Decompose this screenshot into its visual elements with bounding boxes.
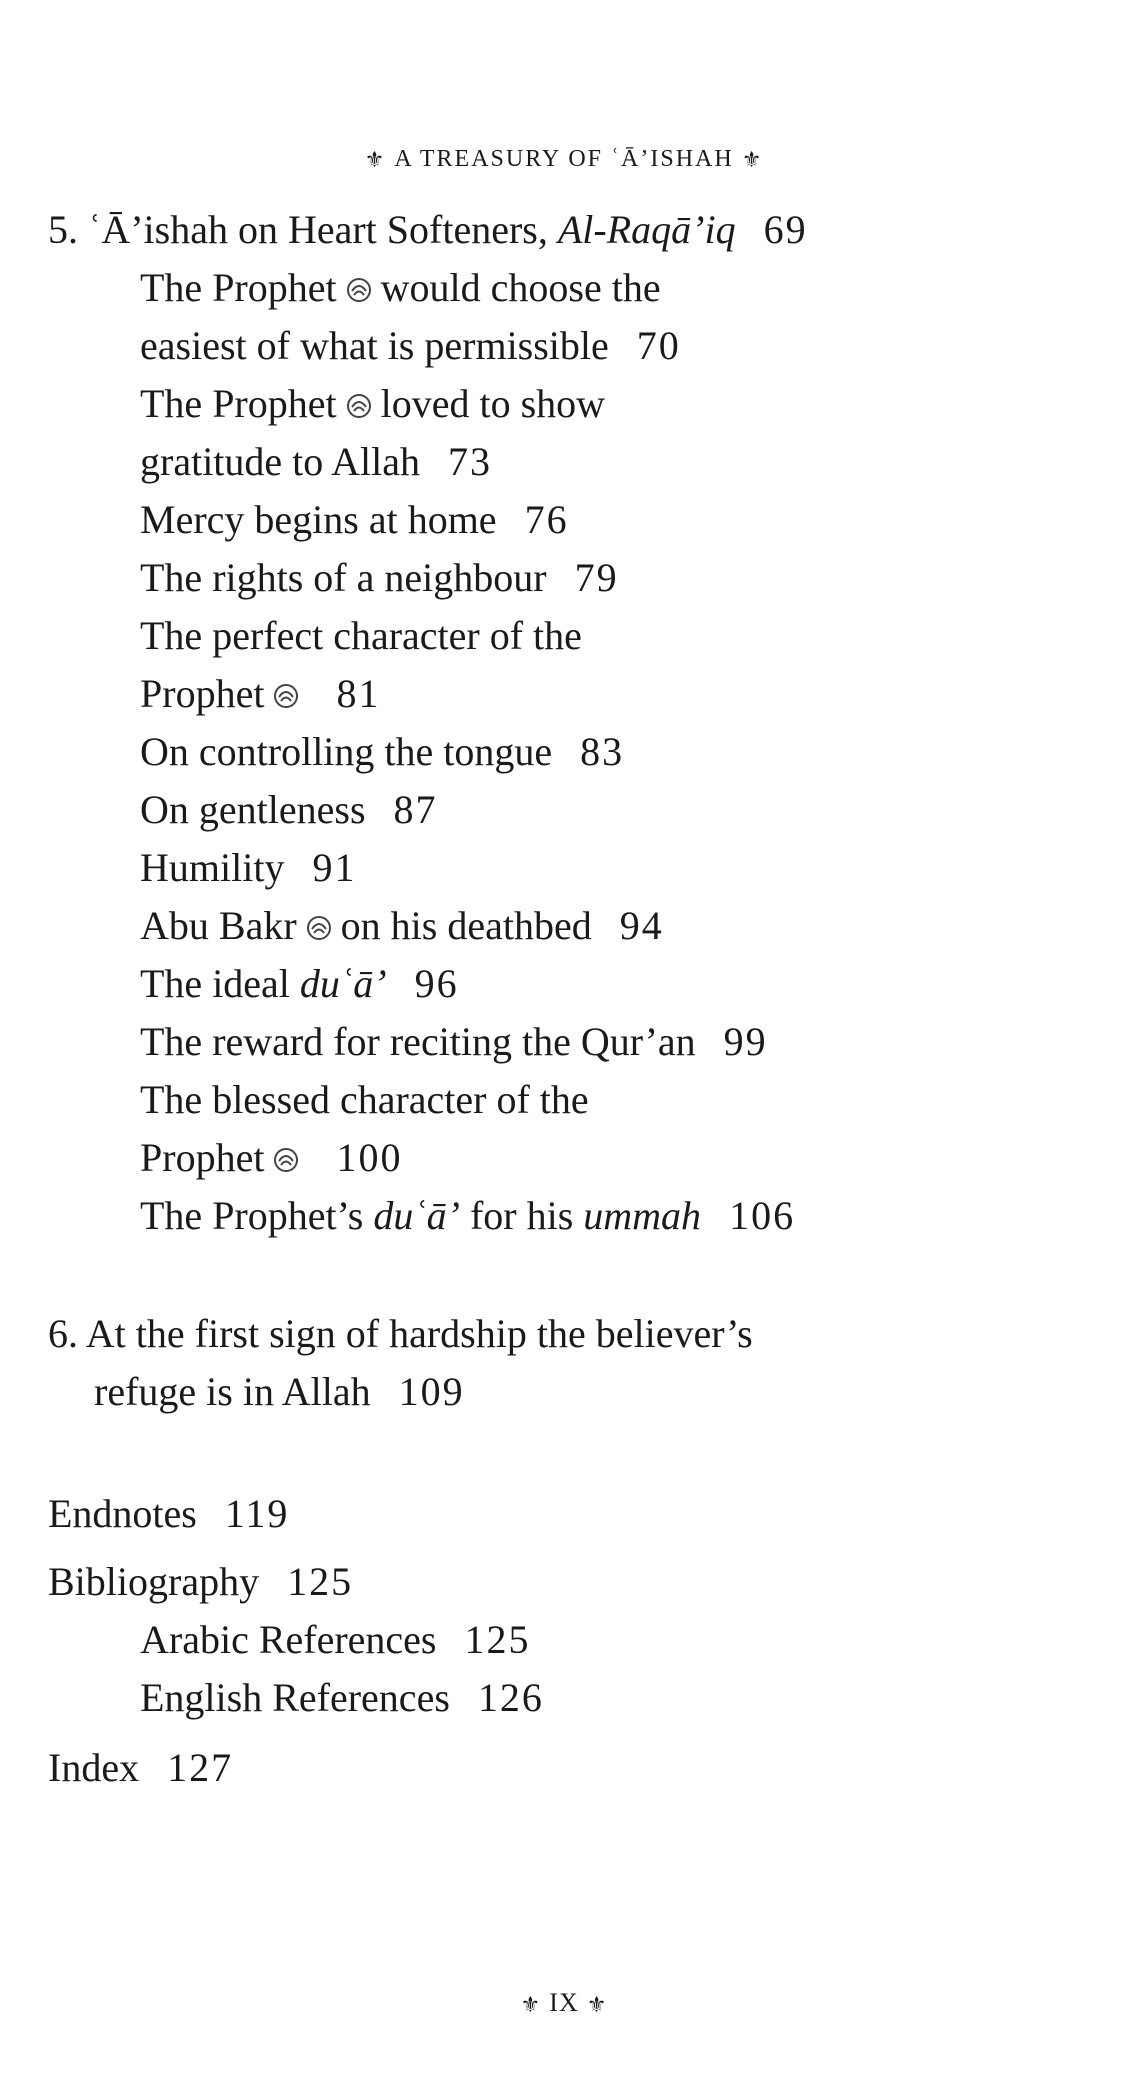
toc-entry-line: easiest of what is permissible 70 [140, 323, 681, 368]
ornament-left-icon: ⚜ [364, 147, 387, 173]
honorific-icon [272, 682, 300, 710]
running-head [0, 146, 1128, 173]
toc-entry-line: The Prophet would choose the [140, 265, 661, 310]
toc-entry-line: gratitude to Allah 73 [140, 439, 492, 484]
toc-arabic-references: Arabic References 125 [140, 1617, 531, 1662]
toc-english-references: English References 126 [140, 1675, 544, 1720]
toc-entry-line: Humility 91 [140, 845, 357, 890]
toc-entry-line: Mercy begins at home 76 [140, 497, 569, 542]
toc-bibliography: Bibliography 125 [48, 1559, 354, 1604]
honorific-icon [345, 392, 373, 420]
toc-entry-line: The reward for reciting the Qur’an 99 [140, 1019, 768, 1064]
honorific-icon [345, 276, 373, 304]
toc-entry-line: On controlling the tongue 83 [140, 729, 625, 774]
chapter-6-heading: 6. At the first sign of hardship the believer’s [48, 1311, 753, 1356]
toc-index: Index 127 [48, 1745, 234, 1790]
page-folio [0, 1988, 1128, 2018]
chapter-5-number: 5. [48, 207, 78, 252]
toc-entry-line: The Prophet’s duʿā’ for his ummah 106 [140, 1193, 796, 1238]
toc-entry-line: The rights of a neighbour 79 [140, 555, 619, 600]
toc-entry-line: Abu Bakr on his deathbed 94 [140, 903, 664, 948]
toc-entry-line: On gentleness 87 [140, 787, 438, 832]
toc-entry-line: The ideal duʿā’ 96 [140, 961, 459, 1006]
honorific-icon [272, 1146, 300, 1174]
toc-entry-line: The Prophet loved to show [140, 381, 606, 426]
honorific-icon [305, 914, 333, 942]
chapter-5-page: 69 [763, 207, 808, 252]
ornament-right-icon: ⚜ [586, 1992, 608, 2018]
toc-endnotes: Endnotes 119 [48, 1491, 290, 1536]
chapter-5-heading [48, 207, 808, 252]
toc-entry-line: The blessed character of the [140, 1077, 589, 1122]
chapter-5-title: ʿĀ’ishah on Heart Softeners, Al-Raqā’iq [88, 207, 736, 252]
book-title: A TREASURY OF ʿĀ’ISHAH [394, 146, 734, 172]
ornament-right-icon: ⚜ [741, 147, 764, 173]
toc-entry-line: Prophet 81 [140, 671, 381, 716]
ornament-left-icon: ⚜ [520, 1992, 542, 2018]
chapter-6-heading-cont: refuge is in Allah 109 [94, 1369, 465, 1414]
page-number: IX [549, 1988, 579, 2017]
toc-entry-line: The perfect character of the [140, 613, 582, 658]
toc-entry-line: Prophet 100 [140, 1135, 403, 1180]
